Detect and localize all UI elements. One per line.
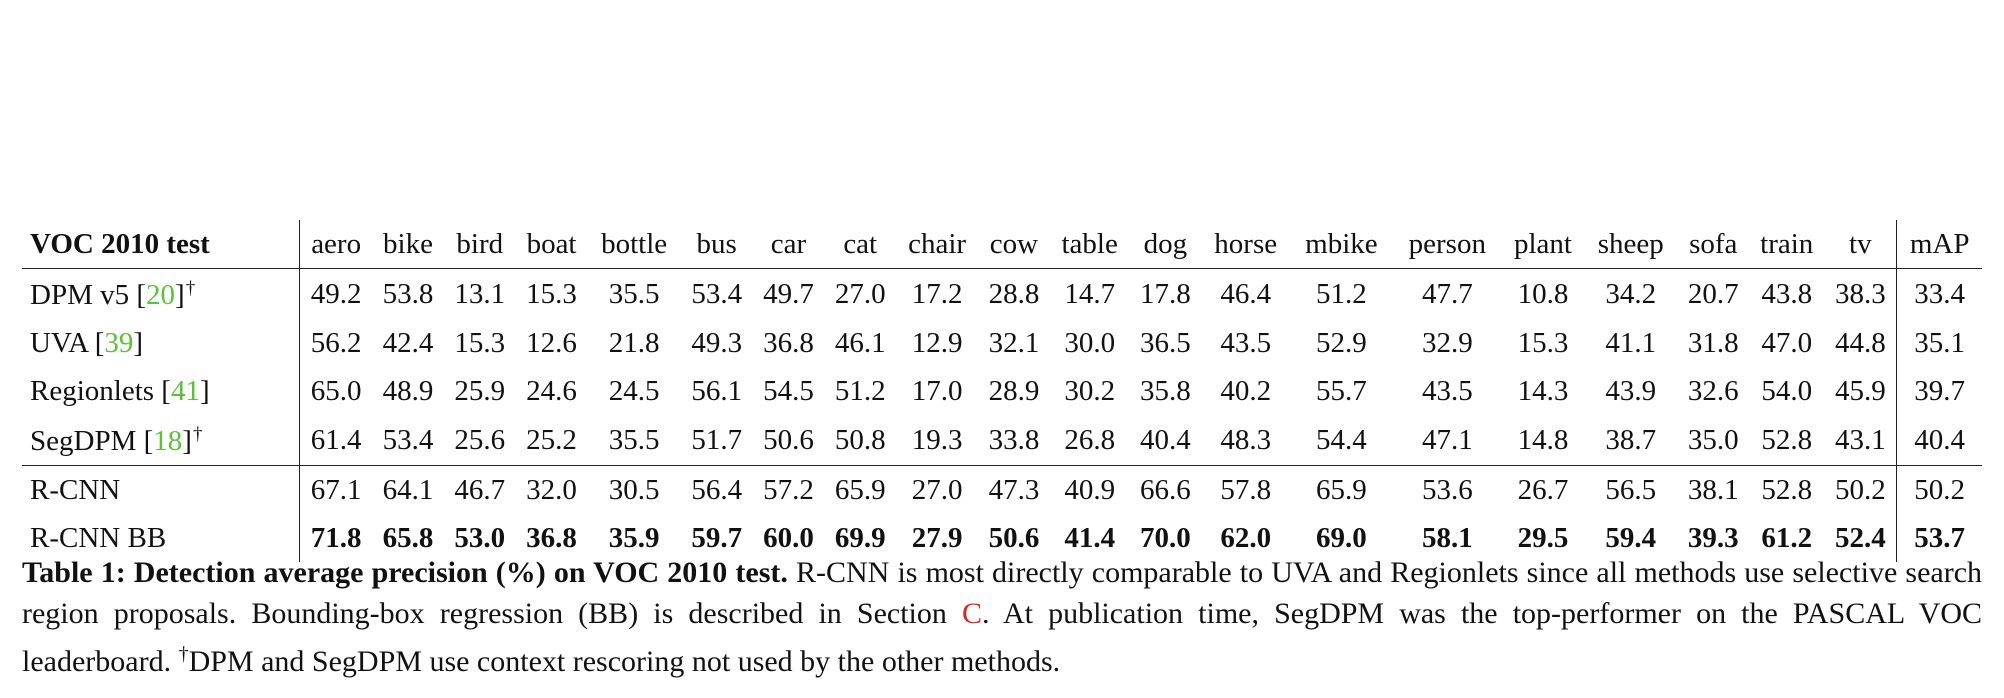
- ap-cell-sheep: 41.1: [1605, 327, 1657, 359]
- ap-cell-mbike: 51.2: [1316, 278, 1367, 310]
- ap-cell-bottle: 35.5: [608, 278, 660, 310]
- column-header-person: person: [1393, 220, 1502, 269]
- ap-cell-boat: 25.2: [526, 424, 577, 456]
- ap-cell-chair: 12.9: [911, 327, 963, 359]
- ap-cell-table: 30.2: [1064, 375, 1116, 407]
- column-header-dog: dog: [1130, 220, 1202, 269]
- ap-cell-sheep: 56.5: [1584, 466, 1677, 515]
- ap-cell-sheep: 38.7: [1605, 424, 1657, 456]
- ap-cell-car: 57.2: [753, 466, 825, 515]
- ap-cell-cow: 47.3: [978, 466, 1050, 515]
- table-row: [22, 466, 1982, 515]
- method-name: Regionlets: [30, 375, 155, 407]
- ap-cell-person: 53.6: [1393, 466, 1502, 515]
- ap-cell-cow: 32.1: [988, 327, 1040, 359]
- map-cell: 50.2: [1897, 466, 1982, 515]
- ap-cell-mbike: 69.0: [1316, 522, 1367, 554]
- ap-cell-bike: 48.9: [382, 375, 434, 407]
- ap-cell-mbike: 55.7: [1316, 375, 1367, 407]
- table-header-row: [22, 220, 1982, 269]
- ap-cell-cow: 28.9: [988, 375, 1040, 407]
- ap-cell-bus: 49.3: [691, 327, 743, 359]
- ap-cell-plant: 10.8: [1517, 278, 1569, 310]
- ap-cell-table: 14.7: [1064, 278, 1116, 310]
- method-name: SegDPM: [30, 425, 137, 457]
- ap-cell-train: 43.8: [1761, 278, 1813, 310]
- ap-cell-dog: 17.8: [1140, 278, 1191, 310]
- column-header-cat: cat: [824, 220, 896, 269]
- table-row: [22, 367, 1982, 415]
- results-table: [22, 220, 1982, 562]
- ap-cell-train: 52.8: [1761, 424, 1813, 456]
- ap-cell-mbike: 54.4: [1316, 424, 1367, 456]
- ap-cell-cat: 65.9: [824, 466, 896, 515]
- column-header-horse: horse: [1201, 220, 1290, 269]
- ap-cell-plant: 14.3: [1517, 375, 1569, 407]
- ap-cell-cat: 46.1: [834, 327, 886, 359]
- ap-cell-sofa: 31.8: [1687, 327, 1739, 359]
- caption-text: . At publication time, SegDPM was the top-performer on the PASCAL VOC leaderboard.: [22, 597, 1983, 678]
- ap-cell-plant: 15.3: [1517, 327, 1569, 359]
- ap-cell-dog: 70.0: [1140, 522, 1191, 554]
- ap-cell-mbike: 65.9: [1290, 466, 1393, 515]
- column-header-train: train: [1749, 220, 1824, 269]
- column-header-bus: bus: [681, 220, 753, 269]
- ap-cell-car: 49.7: [763, 278, 814, 310]
- method-name: R-CNN BB: [30, 522, 167, 554]
- ap-cell-chair: 17.2: [911, 278, 963, 310]
- ap-cell-bird: 25.9: [454, 375, 506, 407]
- ap-cell-tv: 44.8: [1834, 327, 1886, 359]
- ap-cell-chair: 27.0: [896, 466, 978, 515]
- table-row: [22, 319, 1982, 367]
- ap-cell-cat: 51.2: [834, 375, 886, 407]
- ap-cell-chair: 27.9: [911, 522, 963, 554]
- map-cell: 40.4: [1897, 415, 1982, 466]
- column-header-plant: plant: [1502, 220, 1584, 269]
- ap-cell-table: 26.8: [1064, 424, 1116, 456]
- dagger-mark: †: [185, 278, 196, 299]
- ap-cell-horse: 40.2: [1220, 375, 1272, 407]
- caption-text: R-CNN is most directly comparable to UVA and Regionlets since all methods use selective search region proposals. Bounding-box regression (BB) is described in Section: [22, 556, 1983, 630]
- ap-cell-horse: 48.3: [1220, 424, 1272, 456]
- ap-cell-aero: 49.2: [310, 278, 362, 310]
- ap-cell-car: 60.0: [763, 522, 814, 554]
- ap-cell-cat: 69.9: [834, 522, 886, 554]
- caption-heading: Table 1: Detection average precision (%) on VOC 2010 test.: [22, 556, 788, 589]
- ap-cell-tv: 45.9: [1834, 375, 1886, 407]
- ap-cell-bird: 25.6: [454, 424, 506, 456]
- ap-cell-tv: 52.4: [1834, 522, 1886, 554]
- ap-cell-boat: 24.6: [526, 375, 577, 407]
- ap-cell-train: 52.8: [1749, 466, 1824, 515]
- ap-cell-sofa: 35.0: [1687, 424, 1739, 456]
- ap-cell-horse: 62.0: [1220, 522, 1272, 554]
- column-header-tv: tv: [1824, 220, 1896, 269]
- ap-cell-person: 47.7: [1421, 278, 1473, 310]
- ap-cell-car: 50.6: [763, 424, 814, 456]
- ap-cell-plant: 14.8: [1517, 424, 1569, 456]
- ap-cell-chair: 17.0: [911, 375, 963, 407]
- ap-cell-bus: 59.7: [691, 522, 743, 554]
- ap-cell-sofa: 39.3: [1687, 522, 1739, 554]
- ap-cell-tv: 38.3: [1834, 278, 1886, 310]
- map-cell: 35.1: [1897, 319, 1982, 367]
- column-header-table: table: [1050, 220, 1130, 269]
- ap-cell-horse: 46.4: [1220, 278, 1272, 310]
- column-header-bird: bird: [444, 220, 516, 269]
- section-ref-link[interactable]: C: [962, 597, 983, 630]
- table-row: [22, 269, 1982, 320]
- ap-cell-tv: 43.1: [1834, 424, 1886, 456]
- ap-cell-person: 43.5: [1421, 375, 1473, 407]
- method-cell: UVA [39]: [22, 319, 300, 367]
- citation-link[interactable]: 20: [146, 279, 176, 311]
- column-header-mbike: mbike: [1290, 220, 1393, 269]
- ap-cell-dog: 66.6: [1130, 466, 1202, 515]
- ap-cell-bus: 56.1: [691, 375, 743, 407]
- map-cell: 53.7: [1897, 514, 1982, 562]
- ap-cell-horse: 57.8: [1201, 466, 1290, 515]
- ap-cell-aero: 65.0: [310, 375, 362, 407]
- ap-cell-cat: 50.8: [834, 424, 886, 456]
- caption-text: DPM and SegDPM use context rescoring not used by the other methods.: [188, 645, 1061, 678]
- method-cell: SegDPM [18]†: [22, 415, 300, 466]
- citation-link[interactable]: 39: [104, 327, 134, 359]
- ap-cell-table: 40.9: [1050, 466, 1130, 515]
- ap-cell-plant: 29.5: [1517, 522, 1569, 554]
- ap-cell-table: 41.4: [1064, 522, 1116, 554]
- ap-cell-sofa: 38.1: [1677, 466, 1749, 515]
- method-name: UVA: [30, 327, 88, 359]
- ap-cell-cat: 27.0: [834, 278, 886, 310]
- ap-cell-aero: 71.8: [310, 522, 362, 554]
- map-cell: 33.4: [1897, 269, 1982, 320]
- ap-cell-boat: 32.0: [516, 466, 588, 515]
- ap-cell-cow: 28.8: [988, 278, 1040, 310]
- ap-cell-cow: 50.6: [988, 522, 1040, 554]
- ap-cell-bottle: 21.8: [608, 327, 660, 359]
- ap-cell-boat: 36.8: [526, 522, 577, 554]
- ap-cell-bottle: 30.5: [587, 466, 680, 515]
- method-cell: Regionlets [41]: [22, 367, 300, 415]
- dagger-mark: †: [192, 424, 203, 445]
- ap-cell-bird: 15.3: [454, 327, 506, 359]
- ap-cell-bus: 51.7: [691, 424, 743, 456]
- ap-cell-bird: 13.1: [454, 278, 506, 310]
- table-row: [22, 415, 1982, 466]
- ap-cell-train: 54.0: [1761, 375, 1813, 407]
- ap-cell-bus: 56.4: [681, 466, 753, 515]
- ap-cell-bike: 42.4: [382, 327, 434, 359]
- column-header-boat: boat: [516, 220, 588, 269]
- ap-cell-bus: 53.4: [691, 278, 743, 310]
- corner-header: VOC 2010 test: [22, 220, 300, 269]
- ap-cell-sheep: 59.4: [1605, 522, 1657, 554]
- ap-cell-bottle: 35.5: [608, 424, 660, 456]
- ap-cell-aero: 61.4: [310, 424, 362, 456]
- ap-cell-train: 61.2: [1761, 522, 1813, 554]
- ap-cell-bike: 64.1: [372, 466, 444, 515]
- ap-cell-train: 47.0: [1761, 327, 1813, 359]
- table-caption: [22, 552, 1982, 682]
- ap-cell-sheep: 43.9: [1605, 375, 1657, 407]
- column-header-bike: bike: [372, 220, 444, 269]
- ap-cell-tv: 50.2: [1824, 466, 1896, 515]
- ap-cell-person: 47.1: [1421, 424, 1473, 456]
- column-header-cow: cow: [978, 220, 1050, 269]
- column-header-aero: aero: [300, 220, 372, 269]
- ap-cell-bike: 53.4: [382, 424, 434, 456]
- ap-cell-sofa: 32.6: [1687, 375, 1739, 407]
- ap-cell-car: 36.8: [763, 327, 814, 359]
- method-cell: [22, 466, 300, 515]
- ap-cell-boat: 15.3: [526, 278, 577, 310]
- ap-cell-mbike: 52.9: [1316, 327, 1367, 359]
- ap-cell-plant: 26.7: [1502, 466, 1584, 515]
- ap-cell-horse: 43.5: [1220, 327, 1272, 359]
- ap-cell-aero: 56.2: [310, 327, 362, 359]
- ap-cell-bird: 46.7: [444, 466, 516, 515]
- column-header-bottle: bottle: [587, 220, 680, 269]
- ap-cell-bottle: 24.5: [608, 375, 660, 407]
- column-header-car: car: [753, 220, 825, 269]
- method-name: R-CNN: [30, 474, 121, 506]
- ap-cell-boat: 12.6: [526, 327, 577, 359]
- table-body: [22, 269, 1982, 563]
- ap-cell-person: 32.9: [1421, 327, 1473, 359]
- method-cell: DPM v5 [20]†: [22, 269, 300, 320]
- ap-cell-bird: 53.0: [454, 522, 506, 554]
- column-header-chair: chair: [896, 220, 978, 269]
- citation-link[interactable]: 18: [153, 425, 183, 457]
- ap-cell-bike: 65.8: [382, 522, 434, 554]
- ap-cell-person: 58.1: [1421, 522, 1473, 554]
- ap-cell-bike: 53.8: [382, 278, 434, 310]
- ap-cell-sheep: 34.2: [1605, 278, 1657, 310]
- ap-cell-dog: 36.5: [1140, 327, 1191, 359]
- ap-cell-chair: 19.3: [911, 424, 963, 456]
- citation-link[interactable]: 41: [170, 375, 200, 407]
- ap-cell-aero: 67.1: [300, 466, 372, 515]
- dagger-mark: †: [178, 643, 189, 665]
- ap-cell-cow: 33.8: [988, 424, 1040, 456]
- column-header-sofa: sofa: [1677, 220, 1749, 269]
- method-name: DPM v5: [30, 279, 130, 311]
- ap-cell-bottle: 35.9: [608, 522, 660, 554]
- map-cell: 39.7: [1897, 367, 1982, 415]
- column-header-map: mAP: [1897, 220, 1982, 269]
- ap-cell-table: 30.0: [1064, 327, 1116, 359]
- ap-cell-dog: 40.4: [1140, 424, 1191, 456]
- ap-cell-car: 54.5: [763, 375, 814, 407]
- ap-cell-sofa: 20.7: [1687, 278, 1739, 310]
- column-header-sheep: sheep: [1584, 220, 1677, 269]
- ap-cell-dog: 35.8: [1140, 375, 1191, 407]
